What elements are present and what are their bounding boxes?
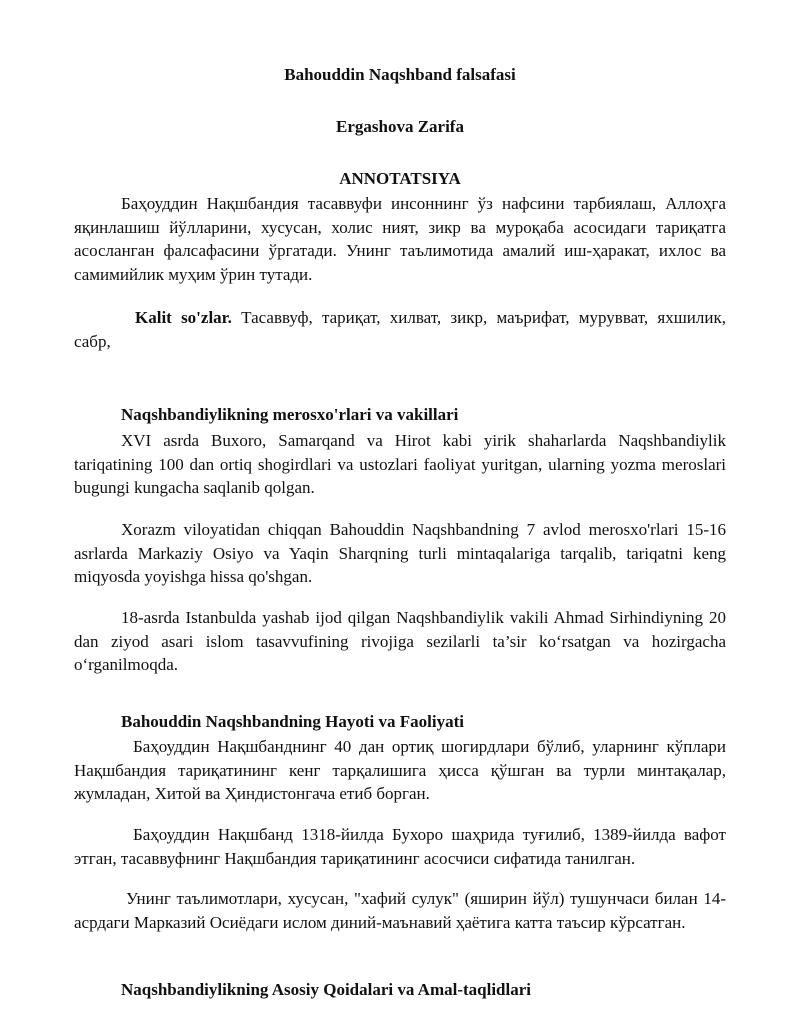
section-heading: Naqshbandiylikning Asosiy Qoidalari va Amal-taqlidlari — [121, 980, 532, 999]
abstract-paragraph: Баҳоуддин Нақшбандия тасаввуфи инсоннинг ўз нафсини тарбиялаш, Аллоҳга яқинлашиш йўлларини, хусусан, холис ният, зикр ва муроқаба асосидаги тариқатга асосланган фалсафасини ўргатади. Унинг таълимотида амалий иш-ҳаракат, ихлос ва самимийлик муҳим ўрин тутади. — [74, 194, 726, 284]
section-heading: Naqshbandiylikning merosxo'rlari va vakillari — [121, 405, 459, 424]
keywords-list: Тасаввуф, тариқат, хилват, зикр, маърифат, мурувват, яхшилик, сабр, — [74, 308, 726, 351]
body-paragraph: Баҳоуддин Нақшбанднинг 40 дан ортиқ шогирдлари бўлиб, уларнинг кўплари Нақшбандия тариқатининг кенг тарқалишига ҳисса қўшган ва турли минтақалар, жумладан, Хитой ва Ҳиндистонгача етиб борган. — [74, 737, 726, 803]
body-paragraph: 18-asrda Istanbulda yashab ijod qilgan Naqshbandiylik vakili Ahmad Sirhindiyning 20 dan ziyod asari islom tasavvufining rivojiga sezilarli ta’sir ko‘rsatgan va hozirgacha o‘rganilmoqda. — [74, 608, 726, 674]
keywords-label: Kalit so'zlar. — [135, 308, 232, 327]
author-name: Ergashova Zarifa — [336, 117, 464, 136]
body-paragraph: Xorazm viloyatidan chiqqan Bahouddin Naqshbandning 7 avlod merosxo'rlari 15-16 asrlarda Markaziy Osiyo va Yaqin Sharqning turli mintaqalariga tarqalib, tariqatni keng miqyosda yoyishga hissa qo'shgan. — [74, 520, 726, 586]
body-paragraph: XVI asrda Buxoro, Samarqand va Hirot kabi yirik shaharlarda Naqshbandiylik tariqatining 100 dan ortiq shogirdlari va ustozlari faoliyat yuritgan, ularning yozma meroslari bugungi kungacha saqlanib qolgan. — [74, 431, 726, 497]
section-heading: Bahouddin Naqshbandning Hayoti va Faoliyati — [121, 712, 464, 731]
abstract-heading: ANNOTATSIYA — [339, 169, 461, 188]
document-title: Bahouddin Naqshband falsafasi — [284, 65, 516, 84]
keywords-paragraph — [74, 306, 726, 353]
body-paragraph: Баҳоуддин Нақшбанд 1318-йилда Бухоро шаҳрида туғилиб, 1389-йилда вафот этган, тасаввуфнинг Нақшбандия тариқатининг асосчиси сифатида танилган. — [74, 825, 726, 868]
body-paragraph: Унинг таълимотлари, хусусан, "хафий сулук" (яширин йўл) тушунчаси билан 14-асрдаги Марказий Осиёдаги ислом диний-маънавий ҳаётига катта таъсир кўрсатган. — [74, 889, 726, 932]
